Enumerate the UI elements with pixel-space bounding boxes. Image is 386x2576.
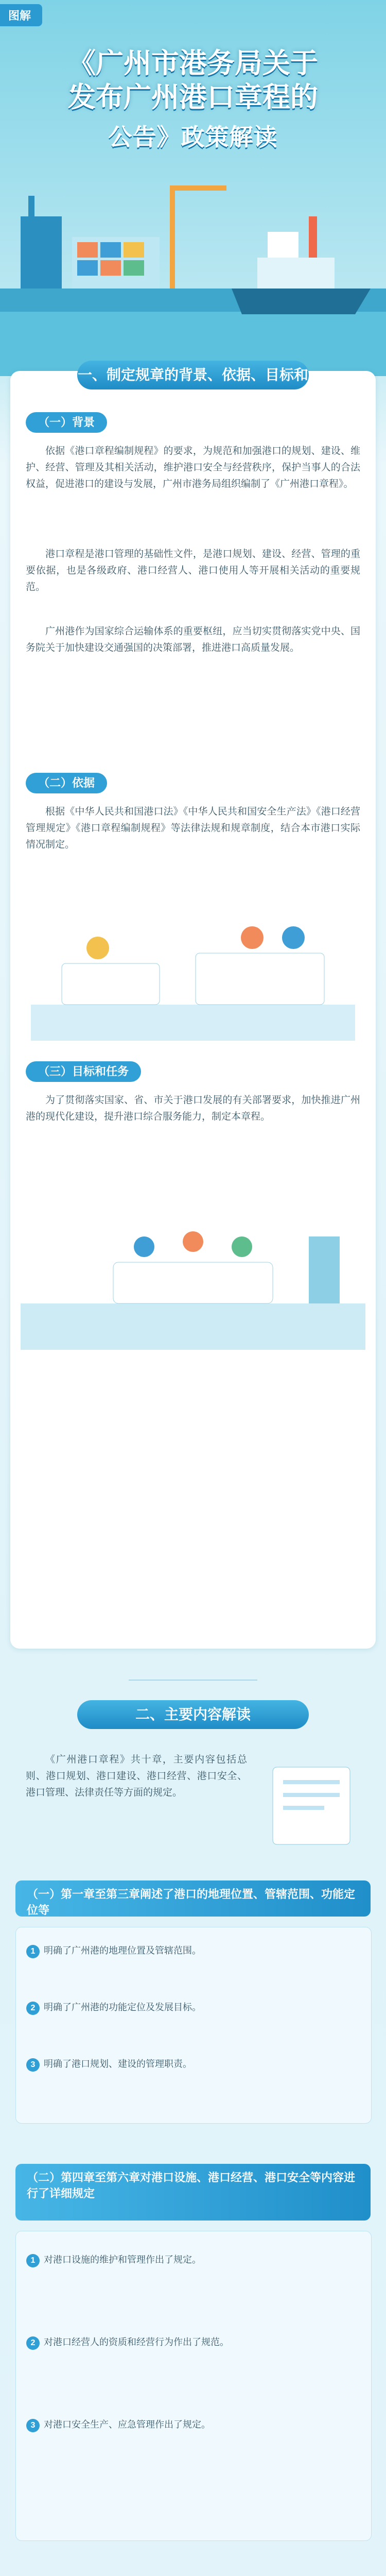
background-tag: （一）背景: [26, 412, 107, 433]
basis-paragraph: 根据《中华人民共和国港口法》《中华人民共和国安全生产法》《港口经营管理规定》《港口章程编制规程》等法律法规和规章制度，结合本市港口实际情况制定。: [26, 806, 360, 850]
list-item: 1 对港口设施的维护和管理作出了规定。: [26, 2252, 361, 2268]
basis-tag: （二）依据: [26, 773, 107, 793]
list-item: 3 明确了港口规划、建设的管理职责。: [26, 2056, 361, 2072]
list-item: 1 明确了广州港的地理位置及管辖范围。: [26, 1943, 361, 1959]
goals-paragraph: 为了贯彻落实国家、省、市关于港口发展的有关部署要求，加快推进广州港的现代化建设，提升港口综合服务能力，制定本章程。: [26, 1095, 360, 1122]
background-paragraph-3: 广州港作为国家综合运输体系的重要枢纽，应当切实贯彻落实党中央、国务院关于加快建设交通强国的决策部署，推进港口高质量发展。: [26, 626, 360, 653]
number-badge: 3: [26, 2058, 40, 2072]
chapter-4-6-list: [15, 2231, 372, 2541]
list-item: 3 对港口安全生产、应急管理作出了规定。: [26, 2417, 361, 2433]
document-stack-icon: [257, 1752, 365, 1855]
section-divider: [129, 1680, 257, 1681]
number-badge: 2: [26, 2002, 40, 2015]
background-paragraph-1: 依据《港口章程编制规程》的要求，为规范和加强港口的规划、建设、维护、经营、管理及其相关活动，维护港口安全与经营秩序，保护当事人的合法权益，促进港口的建设与发展，广州市港务局组织编制了《广州港口章程》。: [26, 446, 360, 489]
number-badge: 1: [26, 1945, 40, 1958]
goals-tag: （三）目标和任务: [26, 1061, 141, 1082]
chapter-1-3-list: [15, 1927, 372, 2124]
page-subtitle: 公告》政策解读: [108, 124, 278, 150]
page-title: [21, 46, 365, 114]
number-badge: 3: [26, 2419, 40, 2432]
background-paragraph-2: 港口章程是港口管理的基础性文件，是港口规划、建设、经营、管理的重要依据，也是各级政府、港口经营人、港口使用人等开展相关活动的重要规范。: [26, 549, 360, 592]
number-badge: 1: [26, 2254, 40, 2267]
port-illustration: [0, 155, 386, 376]
category-tag: 图解: [0, 4, 42, 26]
chapter-4-6-bar: （二）第四章至第六章对港口设施、港口经营、港口安全等内容进行了详细规定: [15, 2164, 371, 2221]
section-2-intro: 《广州港口章程》共十章，主要内容包括总则、港口规划、港口建设、港口经营、港口安全、港口管理、法律责任等方面的规定。: [26, 1754, 247, 1798]
section-2-title: 二、主要内容解读: [77, 1700, 309, 1729]
title-line-2: 发布广州港口章程的: [68, 82, 318, 113]
chapter-1-3-bar: （一）第一章至第三章阐述了港口的地理位置、管辖范围、功能定位等: [15, 1880, 371, 1917]
title-line-1: 《广州市港务局关于: [68, 48, 318, 79]
list-item: 2 明确了广州港的功能定位及发展目标。: [26, 1999, 361, 2015]
list-item: 2 对港口经营人的资质和经营行为作出了规范。: [26, 2334, 361, 2350]
number-badge: 2: [26, 2336, 40, 2350]
meeting-illustration: [21, 1185, 365, 1350]
office-illustration: [31, 907, 355, 1041]
section-1-title: 一、制定规章的背景、依据、目标和任务: [77, 361, 309, 389]
